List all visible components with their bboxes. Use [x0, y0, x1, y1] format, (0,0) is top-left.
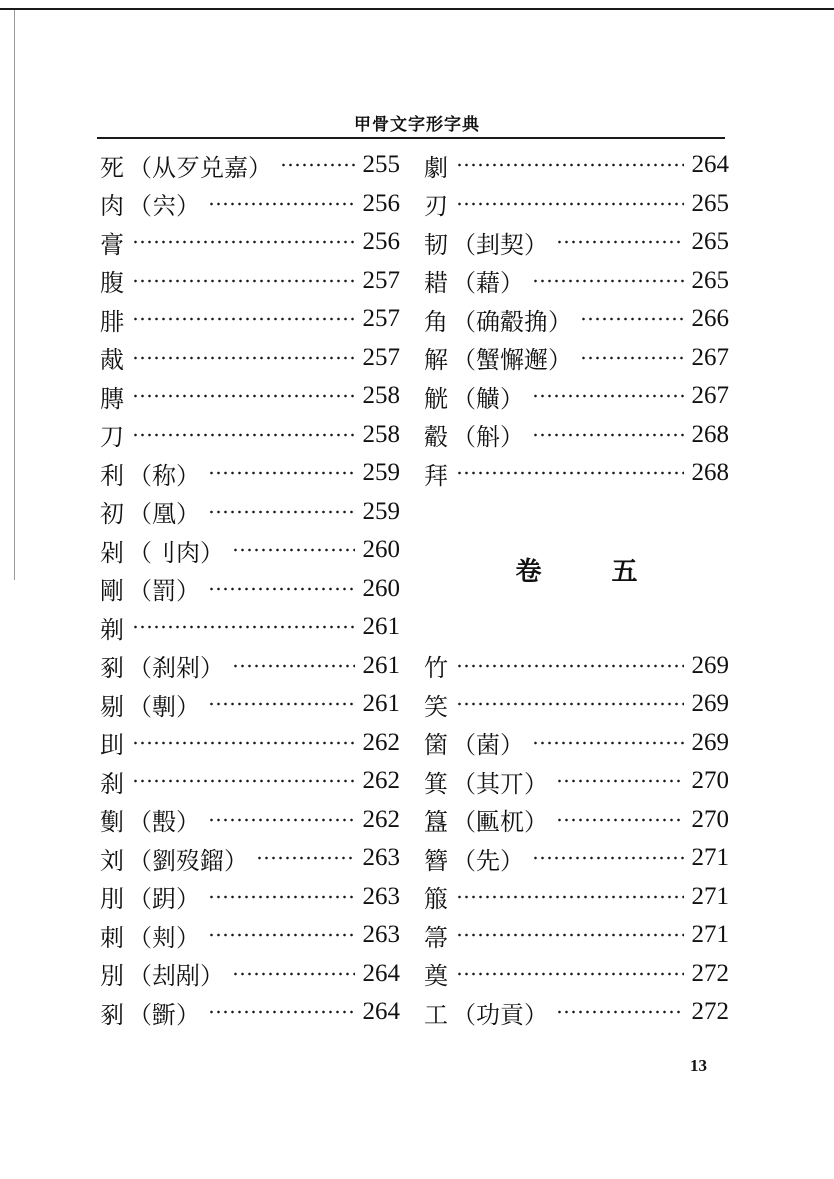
entry-page-number: 262 [362, 805, 400, 833]
entry-page-number: 269 [691, 728, 729, 756]
index-entry [100, 916, 400, 955]
entry-headword: 胾 [100, 346, 124, 375]
entry-headword: 工 [424, 1000, 448, 1029]
index-entry [100, 993, 400, 1032]
entry-page-number: 261 [362, 613, 400, 641]
entry-page-number: 264 [362, 959, 400, 987]
entry-page-number: 257 [362, 343, 400, 371]
entry-variants: （刲契） [452, 230, 548, 259]
entry-page-number: 270 [691, 805, 729, 833]
entry-headword: 膏 [100, 230, 124, 259]
dot-leader [580, 316, 684, 322]
entry-variants: （罰） [128, 577, 200, 606]
entry-headword: 劐 [100, 808, 124, 837]
entry-page-number: 260 [362, 536, 400, 564]
entry-headword: 耤 [424, 269, 448, 298]
entry-headword: 剢 [100, 654, 124, 683]
entry-headword: 刹 [100, 769, 124, 798]
dot-leader [456, 470, 684, 476]
index-entry [100, 724, 400, 763]
dot-leader [132, 432, 355, 438]
entry-page-number: 262 [362, 728, 400, 756]
dot-leader [456, 201, 684, 207]
entry-page-number: 268 [691, 420, 729, 448]
right-column-bottom-entries [424, 647, 729, 1032]
index-entry [424, 223, 729, 262]
entry-page-number: 256 [362, 189, 400, 217]
entry-page-number: 267 [691, 343, 729, 371]
volume-heading-number: 五 [611, 557, 638, 587]
entry-headword: 別 [100, 962, 124, 991]
dot-leader [208, 894, 355, 900]
entry-headword: 簋 [424, 808, 448, 837]
entry-variants: （匭杌） [452, 808, 548, 837]
dot-leader [132, 239, 355, 245]
entry-page-number: 264 [362, 998, 400, 1026]
entry-variants: （菌） [452, 731, 524, 760]
entry-variants: （觵） [452, 384, 524, 413]
entry-page-number: 267 [691, 382, 729, 410]
entry-page-number: 272 [691, 998, 729, 1026]
dot-leader [532, 393, 684, 399]
entry-page-number: 272 [691, 959, 729, 987]
entry-page-number: 260 [362, 574, 400, 602]
index-entry [424, 839, 729, 878]
entry-page-number: 259 [362, 497, 400, 525]
index-entry [424, 262, 729, 301]
entry-variants: （称） [128, 461, 200, 490]
index-entry [424, 377, 729, 416]
entry-headword: 刃 [424, 192, 448, 221]
entry-page-number: 266 [691, 305, 729, 333]
index-entry [424, 916, 729, 955]
entry-variants: （刂肉） [128, 538, 224, 567]
entry-page-number: 258 [362, 382, 400, 410]
entry-variants: （剸） [128, 692, 200, 721]
entry-page-number: 255 [362, 151, 400, 179]
entry-headword: 解 [424, 346, 448, 375]
entry-variants: （从歹兑嘉） [128, 153, 272, 182]
dot-leader [232, 547, 355, 553]
entry-headword: 腓 [100, 307, 124, 336]
index-entry [424, 762, 729, 801]
entry-headword: 箕 [424, 769, 448, 798]
entry-headword: 觳 [424, 423, 448, 452]
entry-headword: 箒 [424, 923, 448, 952]
top-border-rule [0, 8, 834, 10]
index-entry [100, 223, 400, 262]
entry-variants: （刹剁） [128, 654, 224, 683]
entry-page-number: 259 [362, 459, 400, 487]
index-entry [100, 339, 400, 378]
running-title: 甲骨文字形字典 [354, 115, 480, 135]
dot-leader [532, 278, 684, 284]
entry-page-number: 269 [691, 651, 729, 679]
dot-leader [208, 1009, 355, 1015]
index-entry [424, 955, 729, 994]
entry-page-number: 261 [362, 690, 400, 718]
index-entry [100, 647, 400, 686]
entry-headword: 剔 [100, 692, 124, 721]
entry-headword: 刖 [100, 885, 124, 914]
entry-variants: （刾） [128, 923, 200, 952]
entry-page-number: 256 [362, 228, 400, 256]
page-number: 13 [690, 1056, 707, 1075]
index-entry [100, 531, 400, 570]
entry-page-number: 271 [691, 844, 729, 872]
index-entry [100, 493, 400, 532]
entry-page-number: 265 [691, 228, 729, 256]
right-index-column [424, 146, 729, 1032]
index-entry [100, 185, 400, 224]
entry-variants: （跀） [128, 885, 200, 914]
dot-leader [256, 855, 355, 861]
dot-leader [132, 778, 355, 784]
entry-variants: （斛） [452, 423, 524, 452]
entry-headword: 剃 [100, 615, 124, 644]
dot-leader [208, 701, 355, 707]
dot-leader [580, 355, 684, 361]
index-entry [100, 570, 400, 609]
entry-headword: 初 [100, 500, 124, 529]
entry-page-number: 265 [691, 266, 729, 294]
index-entry [100, 454, 400, 493]
entry-page-number: 263 [362, 882, 400, 910]
entry-headword: 死 [100, 153, 124, 182]
index-entry [424, 993, 729, 1032]
entry-page-number: 265 [691, 189, 729, 217]
dot-leader [132, 624, 355, 630]
index-entry [100, 146, 400, 185]
index-entry [100, 685, 400, 724]
header-rule [97, 137, 725, 139]
entry-page-number: 258 [362, 420, 400, 448]
entry-page-number: 263 [362, 844, 400, 872]
entry-page-number: 271 [691, 921, 729, 949]
entry-variants: （劉歿鎦） [128, 846, 248, 875]
dot-leader [132, 355, 355, 361]
entry-page-number: 270 [691, 767, 729, 795]
index-entry [100, 377, 400, 416]
index-entry [100, 878, 400, 917]
entry-headword: 角 [424, 307, 448, 336]
entry-variants: （斵） [128, 1000, 200, 1029]
dot-leader [456, 663, 684, 669]
entry-variants: （蟹懈邂） [452, 346, 572, 375]
dot-leader [532, 740, 684, 746]
index-entry [100, 608, 400, 647]
dot-leader [208, 817, 355, 823]
dot-leader [208, 201, 355, 207]
dot-leader [532, 432, 684, 438]
entry-headword: 劇 [424, 153, 448, 182]
dot-leader [532, 855, 684, 861]
dot-leader [556, 778, 684, 784]
index-entry [100, 955, 400, 994]
entry-page-number: 257 [362, 305, 400, 333]
entry-page-number: 261 [362, 651, 400, 679]
entry-headword: 箙 [424, 885, 448, 914]
entry-headword: 刘 [100, 846, 124, 875]
entry-page-number: 268 [691, 459, 729, 487]
right-column-top-entries [424, 146, 729, 493]
entry-page-number: 262 [362, 767, 400, 795]
volume-heading-label: 卷 [515, 557, 542, 587]
entry-variants: （藉） [452, 269, 524, 298]
dot-leader [456, 971, 684, 977]
dot-leader [556, 817, 684, 823]
entry-headword: 韧 [424, 230, 448, 259]
dot-leader [456, 932, 684, 938]
entry-page-number: 257 [362, 266, 400, 294]
entry-headword: 腹 [100, 269, 124, 298]
index-entry [100, 839, 400, 878]
entry-page-number: 269 [691, 690, 729, 718]
index-entry [424, 416, 729, 455]
dot-leader [132, 278, 355, 284]
entry-variants: （先） [452, 846, 524, 875]
entry-headword: 利 [100, 461, 124, 490]
entry-variants: （功貢） [452, 1000, 548, 1029]
entry-headword: 簪 [424, 846, 448, 875]
entry-headword: 竹 [424, 654, 448, 683]
entry-headword: 剛 [100, 577, 124, 606]
entry-page-number: 271 [691, 882, 729, 910]
entry-variants: （其丌） [452, 769, 548, 798]
dot-leader [208, 509, 355, 515]
index-entry [100, 262, 400, 301]
index-entry [424, 724, 729, 763]
index-entry [424, 878, 729, 917]
index-entry [424, 685, 729, 724]
entry-headword: 剁 [100, 538, 124, 567]
entry-variants: （确觳捔） [452, 307, 572, 336]
volume-heading [424, 493, 729, 647]
index-entry [100, 762, 400, 801]
entry-headword: 刞 [100, 731, 124, 760]
index-entry [424, 146, 729, 185]
dot-leader [132, 393, 355, 399]
dot-leader [132, 316, 355, 322]
index-entry [424, 647, 729, 686]
dot-leader [456, 701, 684, 707]
entry-variants: （宍） [128, 192, 200, 221]
entry-headword: 刺 [100, 923, 124, 952]
dot-leader [456, 162, 684, 168]
dot-leader [132, 740, 355, 746]
entry-headword: 箘 [424, 731, 448, 760]
dot-leader [232, 663, 355, 669]
entry-page-number: 264 [691, 151, 729, 179]
entry-headword: 剢 [100, 1000, 124, 1029]
index-entry [100, 801, 400, 840]
entry-page-number: 263 [362, 921, 400, 949]
entry-variants: （毄） [128, 808, 200, 837]
entry-headword: 膞 [100, 384, 124, 413]
index-entry [424, 300, 729, 339]
dot-leader [232, 971, 355, 977]
entry-variants: （刦剐） [128, 962, 224, 991]
dot-leader [208, 470, 355, 476]
index-entry [424, 801, 729, 840]
dot-leader [456, 894, 684, 900]
index-entry [424, 185, 729, 224]
entry-headword: 奠 [424, 962, 448, 991]
dot-leader [208, 932, 355, 938]
dot-leader [556, 1009, 684, 1015]
dot-leader [280, 162, 355, 168]
entry-variants: （凰） [128, 500, 200, 529]
page-edge-line [14, 10, 15, 580]
entry-headword: 肉 [100, 192, 124, 221]
dot-leader [208, 586, 355, 592]
index-entry [424, 454, 729, 493]
index-entry [100, 416, 400, 455]
entry-headword: 觥 [424, 384, 448, 413]
entry-headword: 刀 [100, 423, 124, 452]
index-entry [100, 300, 400, 339]
index-entry [424, 339, 729, 378]
entry-headword: 笑 [424, 692, 448, 721]
entry-headword: 拜 [424, 461, 448, 490]
left-index-column [100, 146, 400, 1032]
dot-leader [556, 239, 684, 245]
